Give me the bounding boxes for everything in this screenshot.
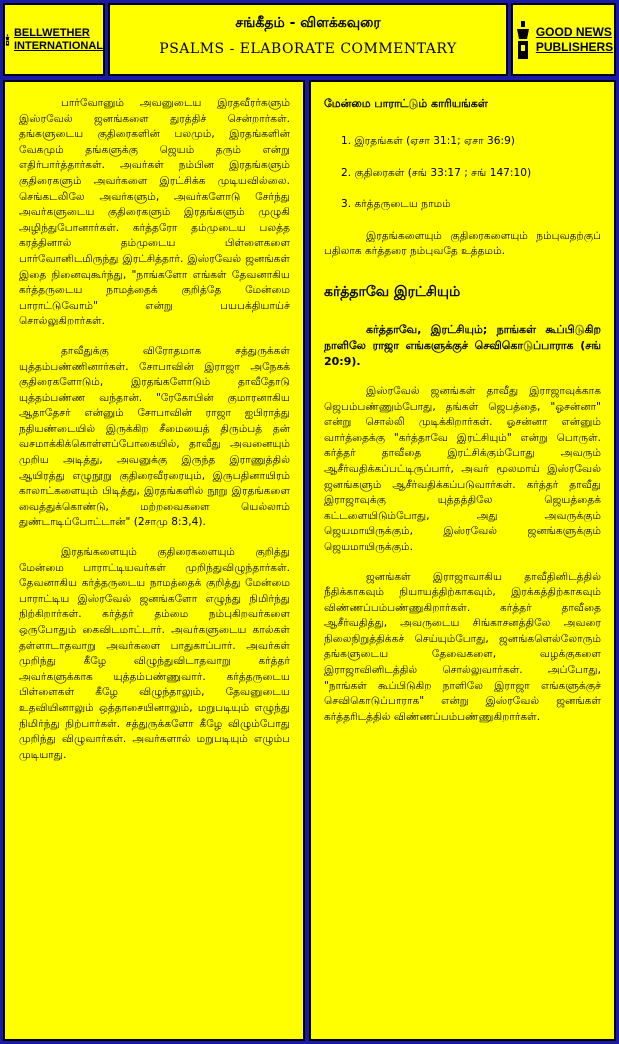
list-item: 3. கர்த்தருடைய நாமம்	[341, 198, 451, 211]
left-paragraph-2: தாவீதுக்கு விரோதமாக சத்துருக்கள் யுத்தம்பண்ணினார்கள். சோபாவின் இராஜா அநேகக் குதிரைகளோடும், இரதங்களோடும் தாவீதோடு யுத்தம்பண்ண வந்தான். "ரேகோபின் குமாரனாகிய ஆதாதேசர் என்னும் சோபாவின் ராஜா ஐபிராத்து நதியண்டையில் இருக்கிற சீமையைத் திரும்பத் தன் வசமாக்கிக்கொள்ளப்போகையில், தாவீது அவனையும் முறிய அடித்து, அவனுக்கு இருந்த இராணுத்தில் ஆயிரத்து எழுநூறு குதிரைவீரரையும், இருபதினாயிரம் காலாட்களையும் பிடித்து, இரதங்களில் நூறு இரதங்களை வைத்துக்கொண்டு, மற்றவைகளை யெல்லாம் துண்டாடிப்போட்டான்" (2சாமு 8:3,4).	[19, 344, 290, 529]
right-paragraph-1: இஸ்ரவேல் ஜனங்கள் தாவீது இராஜாவுக்காக ஜெபம்பண்ணும்போது, தங்கள் ஜெபத்தை, "ஓசன்னா" என்று சொல்லி முடிக்கிறார்கள். ஓசன்னா என்னும் வார்த்தைக்கு "கர்த்தாவே இரட்சியும்" என்று பொருள். கர்த்தர் தாவீதை இரட்சிக்கும்போது அவரும் ஆசீர்வதிக்கப்பட்டிருப்பார், அவர் மூலமாய் இஸ்ரவேல் ஜனங்களும் ஆசீர்வதிக்கப்படுவார்கள். கர்த்தர் தாவீது இராஜாவுக்கு யுத்தத்திலே ஜெயத்தைக் கட்டளையிடும்போது, அது அவருக்கும் ஜெயமாயிருக்கும், இஸ்ரவேல் ஜனங்களுக்கும் ஜெயமாயிருக்கும்.	[324, 384, 601, 553]
left-paragraph-3: இரதங்களையும் குதிரைகளையும் குறித்து மேன்மை பாராட்டியவர்கள் முறிந்துவிழுந்தார்கள். தேவனாகிய கர்த்தருடைய நாமத்தைக் குறித்து மேன்மை பாராட்டிய இஸ்ரவேல் ஜனங்களோ எழுந்து நிமிர்ந்து நிற்கிறார்கள். கர்த்தர் தம்மை நம்புகிறவர்களை ஒருபோதும் கைவிடமாட்டார். அவர்களுடைய கால்கள் தள்ளாடாதவாறு அவர்களை பாதுகாப்பார். அவர்கள் முறிந்து கீழே விழுந்துவிடாதவாறு கர்த்தர் அவர்களுக்காக யுத்தம்பண்ணுவார். கர்த்தருடைய பிள்ளைகள் கீழே விழுந்தாலும், தேவனுடைய உதவியினாலும் ஒத்தாசையினாலும், மறுபடியும் எழுந்து நிமிர்ந்து நிற்பார்கள். சத்துருக்களோ கீழே விழும்போது முறிந்து விழுவார்கள். அவர்களால் மறுபடியும் எழும்ப முடியாது.	[19, 546, 290, 761]
list-item: 2. குதிரைகள் (சங் 33:17 ; சங் 147:10)	[341, 166, 532, 179]
logo-line2: PUBLISHERS	[535, 39, 614, 54]
logo-line1: GOOD NEWS	[535, 24, 612, 39]
right-column	[309, 80, 616, 1041]
good-news-logo	[511, 3, 616, 76]
section-heading-save: கர்த்தாவே இரட்சியும்	[324, 283, 461, 300]
right-paragraph-summary: இரதங்களையும் குதிரைகளையும் நம்புவதற்குப் பதிலாக கர்த்தரை நம்புவதே உத்தமம்.	[324, 229, 601, 258]
left-column	[3, 80, 305, 1041]
verse-quote: கர்த்தாவே, இரட்சியும்; நாங்கள் கூப்பிடுகிற நாளிலே ராஜா எங்களுக்குச் செவிகொடுப்பாராக (சங் 20:9).	[324, 322, 601, 368]
bellwether-logo	[3, 3, 105, 76]
bell-tower-icon	[5, 20, 10, 60]
list-item: 1. இரதங்கள் (ஏசா 31:1; ஏசா 36:9)	[341, 135, 515, 147]
title-english: PSALMS - ELABORATE COMMENTARY	[159, 41, 457, 57]
section-heading-glory: மேன்மை பாராட்டும் காரியங்கள்	[324, 97, 488, 110]
right-paragraph-2: ஜனங்கள் இராஜாவாகிய தாவீதினிடத்தில் நீதிக்காகவும் நியாயத்திற்காகவும், இரக்கத்திற்காகவும் விண்ணப்பம்பண்ணுகிறார்கள். கர்த்தர் தாவீதை ஆசீர்வதித்து, அவருடைய சிங்காசனத்திலே அவரை நிலைநிறுத்திக்கச் செய்யும்போது, ஜனங்களெல்லோரும் தங்களுடைய தேவைகளை, வழக்குகளை இராஜாவினிடத்தில் சொல்லுவார்கள். அப்போது, "நாங்கள் கூப்பிடுகிற நாளிலே இராஜா எங்களுக்குச் செவிகொடுப்பாராக" என்று இஸ்ரவேல் ஜனங்கள் கர்த்தரிடத்தில் விண்ணப்பம்பண்ணுகிறார்கள்.	[324, 570, 601, 723]
logo-line2: INTERNATIONAL	[13, 39, 103, 52]
header-title-box	[108, 3, 508, 76]
title-tamil: சங்கீதம் - விளக்கவுரை	[235, 15, 381, 31]
glory-list	[324, 134, 601, 213]
bell-tower-icon	[514, 19, 532, 61]
left-paragraph-1: பார்வோனும் அவனுடைய இரதவீரர்களும் இஸ்ரவேல் ஜனங்களை துரத்திச் சென்றார்கள். தங்களுடைய குதிரைகளின் பலமும், இரதங்களின் வேகமும் தங்களுக்கு ஜெயம் தரும் என்று எதிர்பார்த்தார்கள். அவர்கள் நம்பின இரதங்களும் குதிரைகளும் அவர்களை இரட்சிக்க முடியவில்லை. செங்கடலிலே அவர்களும், அவர்களோடு சேர்ந்து அவர்களுடைய குதிரைகளும் இரதங்களும் முழுகி அழிந்துபோனார்கள். கர்த்தரோ தம்முடைய பலத்த கரத்தினால் தம்முடைய பிள்ளைகளை பார்வோனிடமிருந்து இரட்சித்தார். இஸ்ரவேல் ஜனங்கள் இதை நினைவுகூர்ந்து, "நாங்களோ எங்கள் தேவனாகிய கர்த்தருடைய நாமத்தைக் குறித்தே மேன்மை பாராட்டுவோம்" என்று பயபக்தியாய்ச் சொல்லுகிறார்கள்.	[19, 97, 290, 328]
logo-line1: BELLWETHER	[13, 26, 90, 39]
